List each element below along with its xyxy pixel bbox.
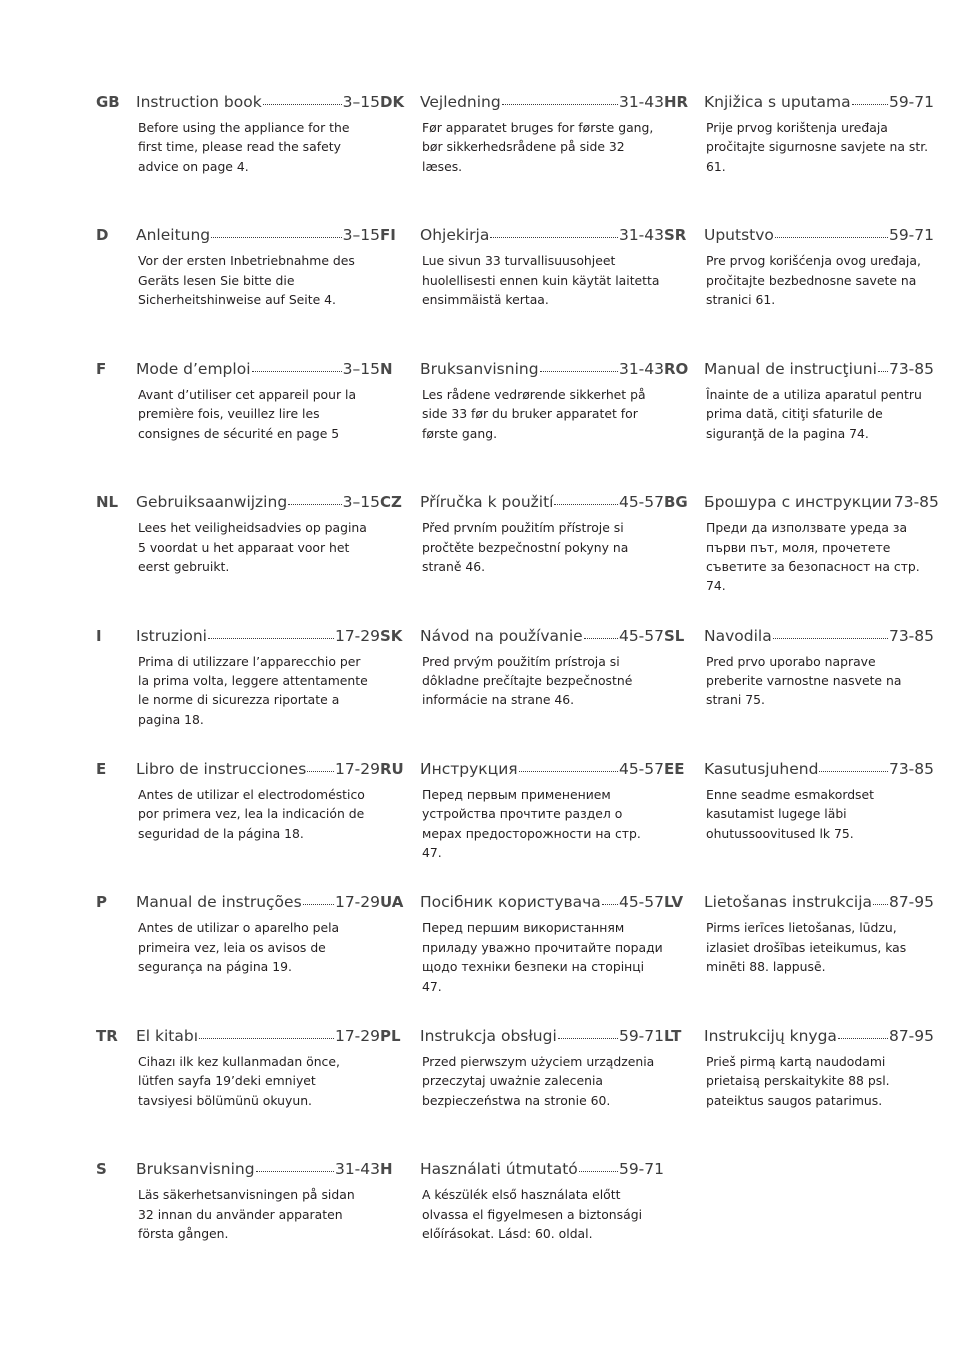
- dot-leader: [540, 370, 618, 372]
- entry-description: Before using the appliance for the first time, please read the safety advice on page 4.: [138, 120, 350, 174]
- language-code: S: [96, 1160, 107, 1179]
- entry-description: Antes de utilizar el electrodoméstico por primera vez, lea la indicación de seguridad de la página 18.: [138, 786, 365, 841]
- language-index: [96, 93, 939, 1294]
- entry-title: Instrukcja obsługi: [420, 1026, 557, 1045]
- entry-pages: 59-71: [618, 1026, 664, 1045]
- language-code: I: [96, 626, 102, 645]
- entry-title-line: [420, 627, 664, 645]
- entry-title: Instruction book: [136, 93, 262, 111]
- language-code: EE: [664, 759, 685, 778]
- entry-pages: 31-43: [618, 359, 664, 378]
- language-entry-ee: [664, 760, 934, 893]
- language-code: FI: [380, 226, 396, 245]
- entry-pages: 17-29: [334, 893, 380, 912]
- entry-title: Ohjekirja: [420, 226, 490, 245]
- entry-title-line: [136, 893, 380, 911]
- entry-title: Uputstvo: [704, 226, 774, 245]
- entry-pages: 59-71: [888, 93, 934, 111]
- entry-description: Pred prvým použitím prístroja si dôkladne prečítajte bezpečnostné informácie na strane 46.: [422, 653, 633, 708]
- entry-title-line: [420, 1027, 664, 1045]
- language-entry-i: [96, 627, 380, 760]
- entry-description: Преди да използвате уреда за първи път, моля, прочетете съветите за безопасност на стр. 74.: [706, 520, 920, 594]
- entry-title-line: [136, 93, 380, 111]
- dot-leader: [502, 103, 618, 105]
- language-entry-bg: [664, 493, 939, 626]
- entry-description: Pirms ierīces lietošanas, lūdzu, izlasiet drošības ieteikumus, kas minēti 88. lappusē.: [706, 920, 907, 975]
- entry-title: Vejledning: [420, 93, 501, 111]
- dot-leader: [490, 236, 618, 238]
- entry-description: Lue sivun 33 turvallisuusohjeet huolellisesti ennen kuin käytät laitetta ensimmäistä kertaa.: [422, 253, 660, 308]
- language-entry-tr: [96, 1027, 380, 1160]
- entry-title: Lietošanas instrukcija: [704, 893, 873, 912]
- entry-title: Gebruiksaanwijzing: [136, 493, 288, 512]
- entry-description: Перед первым применением устройства прочтите раздел о мерах предосторожности на стр. 47.: [422, 786, 641, 861]
- entry-title-line: [704, 493, 939, 512]
- entry-title: Istruzioni: [136, 626, 207, 645]
- entry-title: Bruksanvisning: [420, 359, 539, 378]
- entry-title-line: [420, 360, 664, 378]
- entry-title: Manual de instruções: [136, 893, 302, 912]
- entry-pages: 31-43: [618, 226, 664, 245]
- entry-description: Cihazı ilk kez kullanmadan önce, lütfen sayfa 19’deki emniyet tavsiyesi bölümünü okuyun.: [138, 1053, 340, 1108]
- entry-title-line: [136, 627, 380, 645]
- language-entry-n: [380, 360, 664, 493]
- language-entry-e: [96, 760, 380, 893]
- language-entry-s: [96, 1160, 380, 1293]
- entry-title-line: [136, 360, 380, 378]
- entry-title: Használati útmutató: [420, 1160, 578, 1179]
- entry-title: Инструкция: [420, 759, 518, 778]
- entry-title-line: [420, 760, 664, 778]
- entry-description: Les rådene vedrørende sikkerhet på side 33 før du bruker apparatet for første gang.: [422, 386, 646, 441]
- language-entry-ru: [380, 760, 664, 893]
- language-code: H: [380, 1160, 393, 1179]
- entry-pages: 59-71: [888, 226, 934, 245]
- entry-pages: 45-57: [618, 626, 664, 645]
- entry-title: Mode d’emploi: [136, 359, 251, 378]
- entry-description: A készülék első használata előtt olvassa el figyelmesen a biztonsági előírásokat. Lásd: 60. oldal.: [422, 1187, 643, 1241]
- dot-leader: [838, 1037, 888, 1039]
- entry-pages: 45-57: [618, 493, 664, 512]
- language-code: D: [96, 226, 109, 245]
- language-entry-lv: [664, 893, 934, 1026]
- entry-title: Anleitung: [136, 226, 211, 245]
- dot-leader: [519, 770, 618, 772]
- entry-title-line: [704, 226, 934, 244]
- language-entry-cz: [380, 493, 664, 626]
- entry-pages: 73-85: [893, 493, 939, 512]
- entry-description: Перед першим використанням приладу уважно прочитайте поради щодо техніки безпеки на сторінці 47.: [422, 920, 663, 994]
- entry-title: Kasutusjuhend: [704, 759, 819, 778]
- language-entry-h: [380, 1160, 664, 1293]
- entry-description: Před prvním použitím přístroje si pročtěte bezpečnostní pokyny na straně 46.: [422, 520, 629, 574]
- entry-title-line: [704, 893, 934, 911]
- entry-description: Vor der ersten Inbetriebnahme des Geräts lesen Sie bitte die Sicherheitshinweise auf Seite 4.: [138, 253, 355, 308]
- entry-description: Prima di utilizzare l’apparecchio per la prima volta, leggere attentamente le norme di sicurezza riportate a pagina 18.: [138, 653, 368, 727]
- dot-leader: [554, 503, 617, 505]
- entry-pages: 73-85: [888, 359, 934, 378]
- entry-title-line: [420, 893, 664, 911]
- dot-leader: [303, 903, 334, 905]
- dot-leader: [579, 1170, 618, 1172]
- entry-title-line: [420, 226, 664, 244]
- entry-title: Брошура с инструкции: [704, 493, 892, 512]
- language-code: CZ: [380, 493, 402, 512]
- entry-title-line: [136, 493, 380, 511]
- language-code: SK: [380, 626, 403, 645]
- entry-pages: 73-85: [888, 759, 934, 778]
- language-entry-hr: [664, 93, 934, 226]
- language-entry-ro: [664, 360, 934, 493]
- entry-pages: 87-95: [888, 893, 934, 912]
- dot-leader: [307, 770, 334, 772]
- entry-pages: 3–15: [342, 226, 380, 245]
- entry-title: Navodila: [704, 626, 772, 645]
- entry-title-line: [420, 93, 664, 111]
- language-code: P: [96, 893, 107, 912]
- language-code: GB: [96, 93, 120, 111]
- dot-leader: [773, 637, 888, 639]
- entry-description: Før apparatet bruges for første gang, bør sikkerhedsrådene på side 32 læses.: [422, 120, 654, 174]
- language-entry-ua: [380, 893, 664, 1026]
- entry-description: Pred prvo uporabo naprave preberite varnostne nasvete na strani 75.: [706, 653, 902, 708]
- language-code: F: [96, 359, 107, 378]
- language-entry-gb: [96, 93, 380, 226]
- entry-description: Prije prvog korištenja uređaja pročitajte sigurnosne savjete na str. 61.: [706, 120, 929, 174]
- entry-description: Läs säkerhetsanvisningen på sidan 32 innan du använder apparaten första gången.: [138, 1187, 355, 1241]
- language-entry-fi: [380, 226, 664, 359]
- entry-description: Înainte de a utiliza aparatul pentru prima dată, citiţi sfaturile de siguranţă de la pagina 74.: [706, 386, 922, 441]
- entry-title: Knjižica s uputama: [704, 93, 851, 111]
- entry-title-line: [704, 360, 934, 378]
- entry-pages: 3–15: [342, 93, 380, 111]
- dot-leader: [288, 503, 342, 505]
- entry-pages: 87-95: [888, 1026, 934, 1045]
- language-entry-dk: [380, 93, 664, 226]
- language-code: PL: [380, 1026, 401, 1045]
- entry-title: Bruksanvisning: [136, 1160, 255, 1179]
- entry-title-line: [704, 627, 934, 645]
- dot-leader: [263, 103, 342, 105]
- entry-title-line: [420, 493, 664, 511]
- entry-pages: 17-29: [334, 1026, 380, 1045]
- language-code: RU: [380, 759, 404, 778]
- dot-leader: [584, 637, 618, 639]
- entry-pages: 3–15: [342, 493, 380, 512]
- entry-title-line: [136, 1027, 380, 1045]
- entry-description: Lees het veiligheidsadvies op pagina 5 voordat u het apparaat voor het eerst gebruikt.: [138, 520, 367, 574]
- language-code: BG: [664, 493, 688, 512]
- entry-title: Manual de instrucţiuni: [704, 359, 877, 378]
- language-code: E: [96, 759, 107, 778]
- entry-title-line: [704, 93, 934, 111]
- language-entry-d: [96, 226, 380, 359]
- entry-title: Libro de instrucciones: [136, 759, 307, 778]
- language-code: RO: [664, 359, 689, 378]
- entry-pages: 3–15: [342, 359, 380, 378]
- entry-description: Przed pierwszym użyciem urządzenia przeczytaj uważnie zalecenia bezpieczeństwa na stronie 60.: [422, 1053, 655, 1108]
- dot-leader: [873, 903, 888, 905]
- entry-pages: 17-29: [334, 759, 380, 778]
- entry-description: Enne seadme esmakordset kasutamist lugege läbi ohutussoovitused lk 75.: [706, 786, 874, 841]
- entry-description: Prieš pirmą kartą naudodami prietaisą perskaitykite 88 psl. pateiktus saugos patarimus.: [706, 1053, 890, 1108]
- dot-leader: [852, 103, 888, 105]
- dot-leader: [602, 903, 618, 905]
- language-entry-sl: [664, 627, 934, 760]
- dot-leader: [208, 637, 334, 639]
- entry-pages: 45-57: [618, 893, 664, 912]
- dot-leader: [819, 770, 888, 772]
- language-code: UA: [380, 893, 404, 912]
- language-entry-nl: [96, 493, 380, 626]
- dot-leader: [211, 236, 342, 238]
- dot-leader: [256, 1170, 334, 1172]
- entry-pages: 45-57: [618, 759, 664, 778]
- language-code: TR: [96, 1026, 118, 1045]
- language-code: SR: [664, 226, 687, 245]
- entry-title: Příručka k použití: [420, 493, 554, 512]
- language-code: SL: [664, 626, 685, 645]
- entry-title: Návod na používanie: [420, 626, 583, 645]
- entry-pages: 17-29: [334, 626, 380, 645]
- language-entry-p: [96, 893, 380, 1026]
- dot-leader: [775, 236, 888, 238]
- language-entry-sr: [664, 226, 934, 359]
- entry-pages: 59-71: [618, 1160, 664, 1179]
- dot-leader: [199, 1037, 334, 1039]
- entry-description: Pre prvog korišćenja ovog uređaja, pročitajte bezbednosne savete na stranici 61.: [706, 253, 921, 308]
- entry-title: El kitabı: [136, 1026, 199, 1045]
- language-entry-lt: [664, 1027, 934, 1160]
- language-code: DK: [380, 93, 405, 111]
- dot-leader: [878, 370, 888, 372]
- language-code: N: [380, 359, 393, 378]
- entry-title-line: [704, 760, 934, 778]
- language-code: NL: [96, 493, 119, 512]
- entry-description: Antes de utilizar o aparelho pela primeira vez, leia os avisos de segurança na página 19.: [138, 920, 340, 975]
- entry-title-line: [704, 1027, 934, 1045]
- entry-title: Instrukcijų knyga: [704, 1026, 837, 1045]
- entry-pages: 73-85: [888, 626, 934, 645]
- language-entry-sk: [380, 627, 664, 760]
- dot-leader: [558, 1037, 618, 1039]
- language-entry-f: [96, 360, 380, 493]
- language-code: LV: [664, 893, 684, 912]
- language-code: LT: [664, 1026, 682, 1045]
- entry-title: Посібник користувача: [420, 893, 601, 912]
- dot-leader: [252, 370, 342, 372]
- entry-title-line: [420, 1160, 664, 1178]
- entry-title-line: [136, 1160, 380, 1178]
- language-code: HR: [664, 93, 689, 111]
- entry-pages: 31-43: [618, 93, 664, 111]
- entry-title-line: [136, 226, 380, 244]
- entry-description: Avant d’utiliser cet appareil pour la première fois, veuillez lire les consignes de sécurité en page 5: [138, 386, 357, 441]
- entry-pages: 31-43: [334, 1160, 380, 1179]
- language-entry-pl: [380, 1027, 664, 1160]
- entry-title-line: [136, 760, 380, 778]
